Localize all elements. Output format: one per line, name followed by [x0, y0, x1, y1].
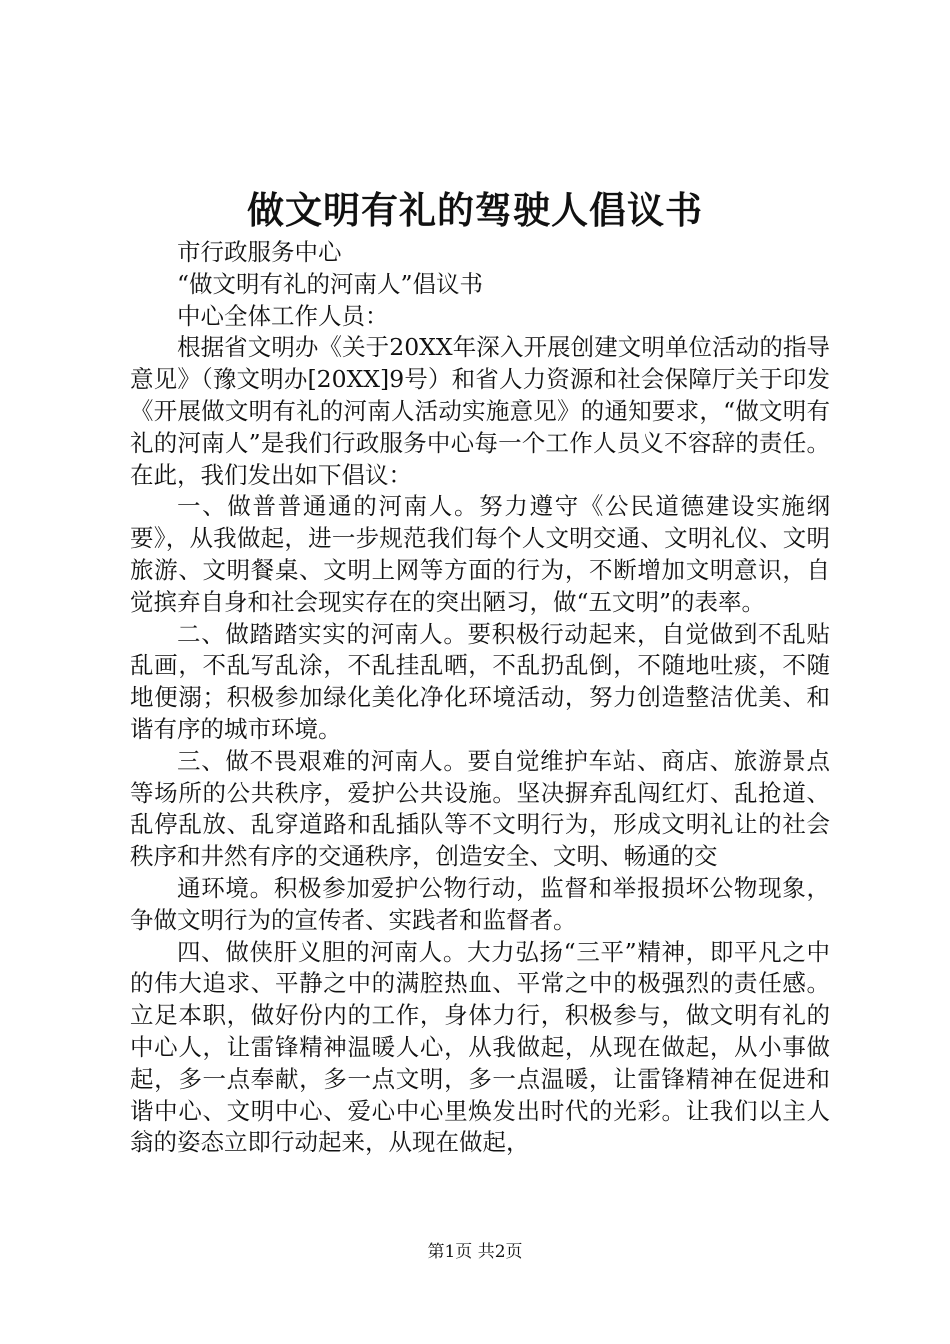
paragraph-item-4: 四、做侠肝义胆的河南人。大力弘扬“三平”精神，即平凡之中的伟大追求、平静之中的满腔热血、平常之中的极强烈的责任感。立足本职，做好份内的工作，身体力行，积极参与，做文明有礼的中心人，让雷锋精神温暖人心，从我做起，从现在做起，从小事做起，多一点奉献，多一点文明，多一点温暖，让雷锋精神在促进和谐中心、文明中心、爱心中心里焕发出时代的光彩。让我们以主人翁的姿态立即行动起来，从现在做起，	[130, 937, 830, 1157]
paragraph-item-1: 一、做普普通通的河南人。努力遵守《公民道德建设实施纲要》，从我做起，进一步规范我们每个人文明交通、文明礼仪、文明旅游、文明餐桌、文明上网等方面的行为，不断增加文明意识，自觉摈弃自身和社会现实存在的突出陋习，做“五文明”的表率。	[130, 492, 830, 616]
paragraph-item-3: 三、做不畏艰难的河南人。要自觉维护车站、商店、旅游景点等场所的公共秩序，爱护公共设施。坚决摒弃乱闯红灯、乱抢道、乱停乱放、乱穿道路和乱插队等不文明行为，形成文明礼让的社会秩序和井然有序的交通秩序，创造安全、文明、畅通的交	[130, 746, 830, 871]
paragraph-item-2: 二、做踏踏实实的河南人。要积极行动起来，自觉做到不乱贴乱画，不乱写乱涂，不乱挂乱晒，不乱扔乱倒，不随地吐痰，不随地便溺；积极参加绿化美化净化环境活动，努力创造整洁优美、和谐有序的城市环境。	[130, 619, 830, 743]
page-footer: 第1页 共2页	[427, 1242, 523, 1262]
paragraph-intro: 根据省文明办《关于20XX年深入开展创建文明单位活动的指导意见》（豫文明办[20XX]9号）和省人力资源和社会保障厅关于印发《开展做文明有礼的河南人活动实施意见》的通知要求，“做文明有礼的河南人”是我们行政服务中心每一个工作人员义不容辞的责任。在此，我们发出如下倡议：	[130, 333, 830, 489]
paragraph-organization: 市行政服务中心	[177, 238, 342, 266]
paragraph-subtitle: “做文明有礼的河南人”倡议书	[177, 269, 484, 298]
document-title: 做文明有礼的驾驶人倡议书	[247, 188, 703, 232]
document-body	[130, 237, 830, 1159]
paragraph-item-3-continued: 通环境。积极参加爱护公物行动，监督和举报损坏公物现象，争做文明行为的宣传者、实践者和监督者。	[130, 873, 830, 934]
paragraph-salutation: 中心全体工作人员：	[177, 301, 389, 330]
